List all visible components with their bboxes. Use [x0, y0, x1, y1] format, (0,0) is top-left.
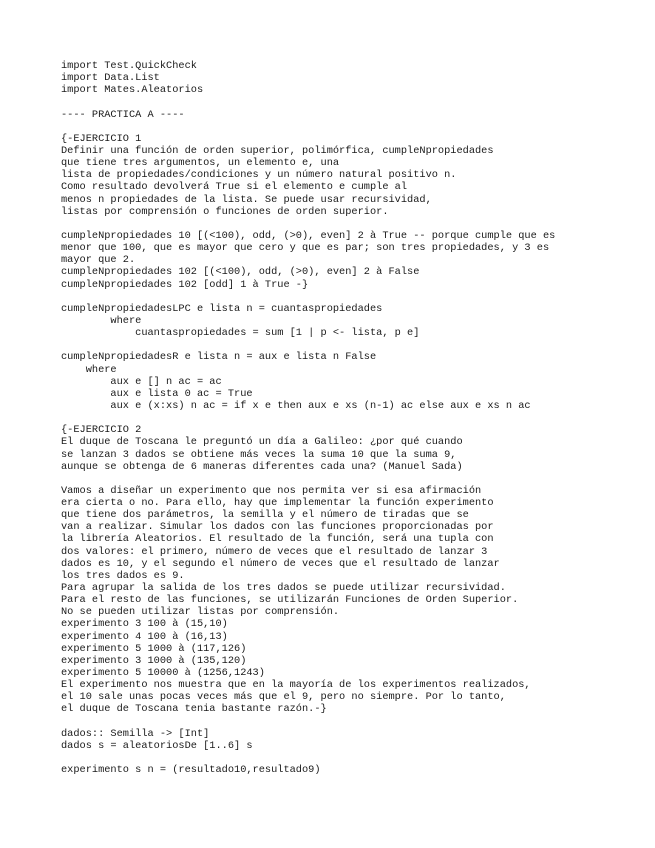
code-line: mayor que 2. [61, 254, 136, 267]
blank-line [61, 96, 555, 108]
code-line: menor que 100, que es mayor que cero y que es par; son tres propiedades, y 3 es [61, 242, 550, 255]
code-line: import Data.List [61, 72, 160, 85]
code-line: experimento 3 100 à (15,10) [61, 618, 228, 631]
code-line: import Mates.Aleatorios [61, 84, 204, 97]
code-line: El experimento nos muestra que en la mayoría de los experimentos realizados, [61, 679, 531, 692]
code-line: cumpleNpropiedadesR e lista n = aux e lista n False [61, 351, 377, 364]
code-line: {-EJERCICIO 1 [61, 132, 142, 145]
code-line: No se pueden utilizar listas por comprensión. [61, 606, 340, 619]
code-line: where [61, 314, 142, 327]
code-line: dados:: Semilla -> [Int] [61, 727, 210, 740]
code-line: Para el resto de las funciones, se utilizarán Funciones de Orden Superior. [61, 594, 519, 607]
blank-line [61, 473, 555, 485]
code-line: cumpleNpropiedades 102 [(<100), odd, (>0), even] 2 à False [61, 266, 420, 279]
code-line: los tres dados es 9. [61, 569, 185, 582]
code-line: experimento 3 1000 à (135,120) [61, 654, 247, 667]
code-line: El duque de Toscana le preguntó un día a Galileo: ¿por qué cuando [61, 436, 463, 449]
code-line: dados es 10, y el segundo el número de veces que el resultado de lanzar [61, 557, 500, 570]
code-line: where [61, 363, 117, 376]
code-line: Vamos a diseñar un experimento que nos permita ver si esa afirmación [61, 484, 482, 497]
code-line: menos n propiedades de la lista. Se puede usar recursividad, [61, 193, 432, 206]
code-line: cumpleNpropiedades 10 [(<100), odd, (>0), even] 2 à True -- porque cumple que es [61, 229, 556, 242]
code-line: aux e [] n ac = ac [61, 375, 222, 388]
code-line: experimento s n = (resultado10,resultado9) [61, 764, 321, 777]
code-line: cuantaspropiedades = sum [1 | p <- lista, p e] [61, 327, 420, 340]
code-line: import Test.QuickCheck [61, 60, 197, 72]
code-line: Definir una función de orden superior, polimórfica, cumpleNpropiedades [61, 144, 494, 157]
code-line: ---- PRACTICA A ---- [61, 108, 185, 121]
code-line: experimento 4 100 à (16,13) [61, 630, 228, 643]
code-line: dos valores: el primero, número de veces que el resultado de lanzar 3 [61, 545, 488, 558]
blank-line [61, 752, 555, 764]
code-line: aunque se obtenga de 6 maneras diferentes cada una? (Manuel Sada) [61, 460, 463, 473]
code-line: dados s = aleatoriosDe [1..6] s [61, 739, 253, 752]
code-line: Como resultado devolverá True si el elemento e cumple al [61, 181, 408, 194]
code-line: el 10 sale unas pocas veces más que el 9, pero no siempre. Por lo tanto, [61, 691, 506, 704]
code-line: lista de propiedades/condiciones y un número natural positivo n. [61, 169, 457, 182]
code-line: cumpleNpropiedadesLPC e lista n = cuantaspropiedades [61, 302, 383, 315]
code-line: van a realizar. Simular los dados con las funciones proporcionadas por [61, 521, 494, 534]
code-line: la librería Aleatorios. El resultado de la función, será una tupla con [61, 533, 494, 546]
code-line: experimento 5 10000 à (1256,1243) [61, 667, 265, 680]
code-line: que tiene tres argumentos, un elemento e, una [61, 157, 340, 170]
blank-line [61, 412, 555, 424]
blank-line [61, 339, 555, 351]
code-line: listas por comprensión o funciones de orden superior. [61, 205, 389, 218]
blank-line [61, 716, 555, 728]
code-line: Para agrupar la salida de los tres dados se puede utilizar recursividad. [61, 582, 506, 595]
code-document [61, 60, 555, 776]
code-line: era cierta o no. Para ello, hay que implementar la función experimento [61, 497, 494, 510]
code-line: {-EJERCICIO 2 [61, 424, 142, 437]
blank-line [61, 121, 555, 133]
blank-line [61, 291, 555, 303]
blank-line [61, 218, 555, 230]
code-line: se lanzan 3 dados se obtiene más veces la suma 10 que la suma 9, [61, 448, 457, 461]
code-line: cumpleNpropiedades 102 [odd] 1 à True -} [61, 278, 309, 291]
code-line: que tiene dos parámetros, la semilla y el número de tiradas que se [61, 509, 469, 522]
code-line: el duque de Toscana tenia bastante razón.-} [61, 703, 327, 716]
code-line: aux e (x:xs) n ac = if x e then aux e xs (n-1) ac else aux e xs n ac [61, 399, 531, 412]
code-line: aux e lista 0 ac = True [61, 387, 253, 400]
code-line: experimento 5 1000 à (117,126) [61, 642, 247, 655]
